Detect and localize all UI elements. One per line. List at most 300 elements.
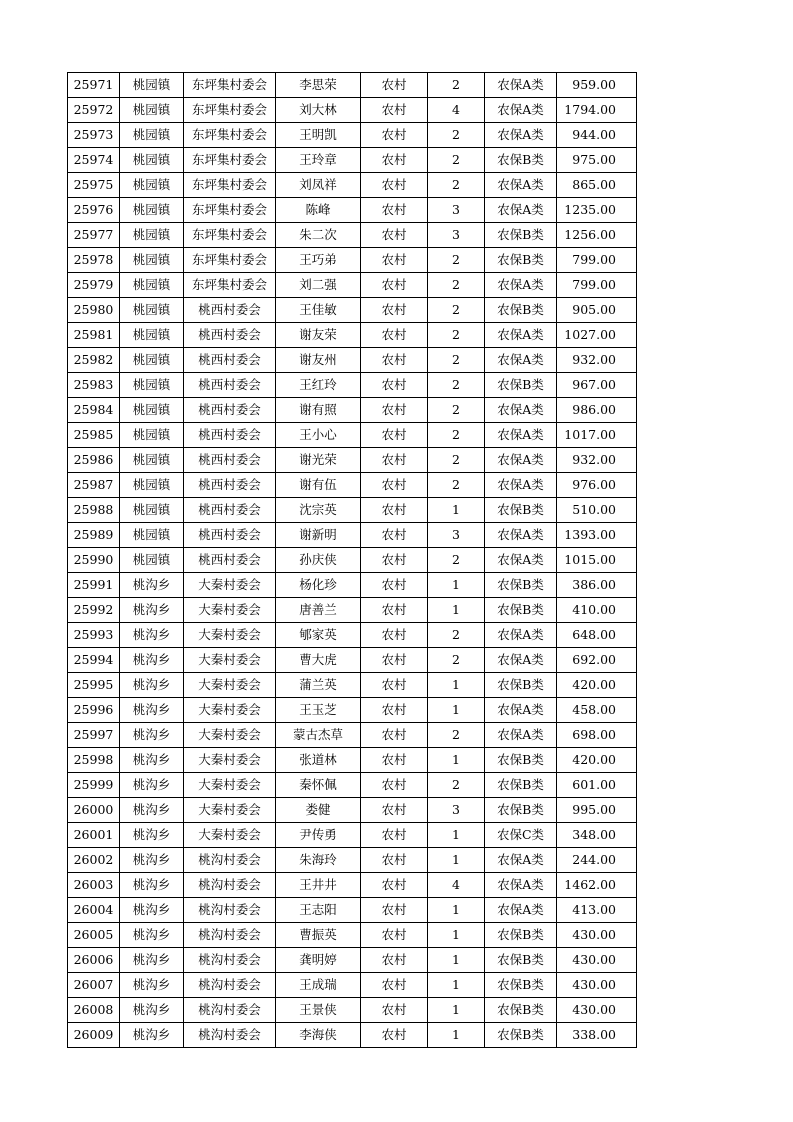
- area-type-cell: 农村: [361, 273, 428, 298]
- township-cell: 桃沟乡: [120, 773, 184, 798]
- township-cell: 桃园镇: [120, 448, 184, 473]
- table-row: [68, 698, 637, 723]
- amount-cell: 1027.00: [557, 323, 637, 348]
- row-id-cell: 26005: [68, 923, 120, 948]
- township-cell: 桃园镇: [120, 523, 184, 548]
- insurance-class-cell: 农保A类: [485, 348, 557, 373]
- amount-cell: 1462.00: [557, 873, 637, 898]
- amount-cell: 413.00: [557, 898, 637, 923]
- table-row: [68, 748, 637, 773]
- table-row: [68, 573, 637, 598]
- table-row: [68, 273, 637, 298]
- amount-cell: 976.00: [557, 473, 637, 498]
- row-id-cell: 25981: [68, 323, 120, 348]
- amount-cell: 648.00: [557, 623, 637, 648]
- area-type-cell: 农村: [361, 348, 428, 373]
- area-type-cell: 农村: [361, 473, 428, 498]
- insurance-class-cell: 农保A类: [485, 448, 557, 473]
- area-type-cell: 农村: [361, 673, 428, 698]
- area-type-cell: 农村: [361, 148, 428, 173]
- village-committee-cell: 东坪集村委会: [184, 148, 276, 173]
- amount-cell: 348.00: [557, 823, 637, 848]
- household-count-cell: 2: [428, 248, 485, 273]
- area-type-cell: 农村: [361, 598, 428, 623]
- insurance-class-cell: 农保B类: [485, 973, 557, 998]
- table-row: [68, 773, 637, 798]
- household-count-cell: 3: [428, 223, 485, 248]
- household-count-cell: 1: [428, 848, 485, 873]
- table-row: [68, 173, 637, 198]
- insurance-class-cell: 农保A类: [485, 273, 557, 298]
- village-committee-cell: 桃西村委会: [184, 298, 276, 323]
- area-type-cell: 农村: [361, 398, 428, 423]
- village-committee-cell: 大秦村委会: [184, 648, 276, 673]
- insurance-class-cell: 农保A类: [485, 473, 557, 498]
- amount-cell: 601.00: [557, 773, 637, 798]
- amount-cell: 799.00: [557, 248, 637, 273]
- insurance-class-cell: 农保B类: [485, 948, 557, 973]
- area-type-cell: 农村: [361, 523, 428, 548]
- village-committee-cell: 桃西村委会: [184, 448, 276, 473]
- household-count-cell: 2: [428, 123, 485, 148]
- row-id-cell: 26001: [68, 823, 120, 848]
- township-cell: 桃园镇: [120, 73, 184, 98]
- person-name-cell: 杨化珍: [276, 573, 361, 598]
- person-name-cell: 谢新明: [276, 523, 361, 548]
- township-cell: 桃园镇: [120, 348, 184, 373]
- row-id-cell: 25978: [68, 248, 120, 273]
- amount-cell: 338.00: [557, 1023, 637, 1048]
- household-count-cell: 1: [428, 898, 485, 923]
- township-cell: 桃沟乡: [120, 598, 184, 623]
- area-type-cell: 农村: [361, 498, 428, 523]
- household-count-cell: 2: [428, 773, 485, 798]
- township-cell: 桃园镇: [120, 473, 184, 498]
- household-count-cell: 1: [428, 923, 485, 948]
- township-cell: 桃园镇: [120, 423, 184, 448]
- row-id-cell: 25993: [68, 623, 120, 648]
- table-row: [68, 148, 637, 173]
- village-committee-cell: 东坪集村委会: [184, 248, 276, 273]
- township-cell: 桃沟乡: [120, 573, 184, 598]
- table-row: [68, 73, 637, 98]
- table-row: [68, 198, 637, 223]
- household-count-cell: 2: [428, 323, 485, 348]
- household-count-cell: 1: [428, 823, 485, 848]
- insurance-class-cell: 农保B类: [485, 223, 557, 248]
- row-id-cell: 25971: [68, 73, 120, 98]
- row-id-cell: 25999: [68, 773, 120, 798]
- household-count-cell: 3: [428, 523, 485, 548]
- amount-cell: 244.00: [557, 848, 637, 873]
- row-id-cell: 25972: [68, 98, 120, 123]
- insurance-class-cell: 农保B类: [485, 673, 557, 698]
- township-cell: 桃园镇: [120, 498, 184, 523]
- person-name-cell: 谢有伍: [276, 473, 361, 498]
- data-table: [67, 72, 637, 1048]
- area-type-cell: 农村: [361, 373, 428, 398]
- village-committee-cell: 桃西村委会: [184, 323, 276, 348]
- area-type-cell: 农村: [361, 223, 428, 248]
- village-committee-cell: 大秦村委会: [184, 723, 276, 748]
- row-id-cell: 25995: [68, 673, 120, 698]
- table-row: [68, 98, 637, 123]
- insurance-class-cell: 农保A类: [485, 623, 557, 648]
- insurance-class-cell: 农保B类: [485, 798, 557, 823]
- area-type-cell: 农村: [361, 1023, 428, 1048]
- township-cell: 桃沟乡: [120, 673, 184, 698]
- amount-cell: 944.00: [557, 123, 637, 148]
- township-cell: 桃园镇: [120, 123, 184, 148]
- area-type-cell: 农村: [361, 998, 428, 1023]
- insurance-class-cell: 农保B类: [485, 298, 557, 323]
- insurance-class-cell: 农保B类: [485, 773, 557, 798]
- household-count-cell: 2: [428, 398, 485, 423]
- row-id-cell: 26009: [68, 1023, 120, 1048]
- person-name-cell: 王成瑞: [276, 973, 361, 998]
- area-type-cell: 农村: [361, 248, 428, 273]
- person-name-cell: 蒙古杰草: [276, 723, 361, 748]
- amount-cell: 959.00: [557, 73, 637, 98]
- area-type-cell: 农村: [361, 623, 428, 648]
- area-type-cell: 农村: [361, 848, 428, 873]
- amount-cell: 967.00: [557, 373, 637, 398]
- township-cell: 桃园镇: [120, 148, 184, 173]
- area-type-cell: 农村: [361, 573, 428, 598]
- insurance-class-cell: 农保B类: [485, 598, 557, 623]
- area-type-cell: 农村: [361, 298, 428, 323]
- person-name-cell: 唐善兰: [276, 598, 361, 623]
- table-row: [68, 448, 637, 473]
- row-id-cell: 25986: [68, 448, 120, 473]
- row-id-cell: 26006: [68, 948, 120, 973]
- person-name-cell: 秦怀佩: [276, 773, 361, 798]
- village-committee-cell: 大秦村委会: [184, 698, 276, 723]
- person-name-cell: 王玉芝: [276, 698, 361, 723]
- village-committee-cell: 大秦村委会: [184, 673, 276, 698]
- township-cell: 桃沟乡: [120, 698, 184, 723]
- table-row: [68, 423, 637, 448]
- household-count-cell: 2: [428, 73, 485, 98]
- township-cell: 桃园镇: [120, 373, 184, 398]
- amount-cell: 932.00: [557, 348, 637, 373]
- person-name-cell: 陈峰: [276, 198, 361, 223]
- insurance-class-cell: 农保B类: [485, 923, 557, 948]
- village-committee-cell: 东坪集村委会: [184, 123, 276, 148]
- insurance-class-cell: 农保A类: [485, 548, 557, 573]
- row-id-cell: 25982: [68, 348, 120, 373]
- table-row: [68, 973, 637, 998]
- household-count-cell: 1: [428, 948, 485, 973]
- row-id-cell: 25992: [68, 598, 120, 623]
- area-type-cell: 农村: [361, 73, 428, 98]
- table-row: [68, 923, 637, 948]
- township-cell: 桃沟乡: [120, 948, 184, 973]
- village-committee-cell: 桃沟村委会: [184, 1023, 276, 1048]
- village-committee-cell: 大秦村委会: [184, 823, 276, 848]
- row-id-cell: 25984: [68, 398, 120, 423]
- township-cell: 桃沟乡: [120, 823, 184, 848]
- area-type-cell: 农村: [361, 773, 428, 798]
- insurance-class-cell: 农保B类: [485, 498, 557, 523]
- table-row: [68, 523, 637, 548]
- village-committee-cell: 桃西村委会: [184, 373, 276, 398]
- table-row: [68, 623, 637, 648]
- household-count-cell: 4: [428, 98, 485, 123]
- insurance-class-cell: 农保A类: [485, 723, 557, 748]
- village-committee-cell: 大秦村委会: [184, 623, 276, 648]
- insurance-class-cell: 农保B类: [485, 148, 557, 173]
- person-name-cell: 朱二次: [276, 223, 361, 248]
- area-type-cell: 农村: [361, 448, 428, 473]
- person-name-cell: 刘大林: [276, 98, 361, 123]
- row-id-cell: 25973: [68, 123, 120, 148]
- village-committee-cell: 大秦村委会: [184, 773, 276, 798]
- amount-cell: 510.00: [557, 498, 637, 523]
- amount-cell: 975.00: [557, 148, 637, 173]
- table-row: [68, 898, 637, 923]
- person-name-cell: 孙庆侠: [276, 548, 361, 573]
- row-id-cell: 25987: [68, 473, 120, 498]
- insurance-class-cell: 农保B类: [485, 998, 557, 1023]
- village-committee-cell: 桃沟村委会: [184, 848, 276, 873]
- township-cell: 桃园镇: [120, 323, 184, 348]
- row-id-cell: 25996: [68, 698, 120, 723]
- table-row: [68, 298, 637, 323]
- area-type-cell: 农村: [361, 123, 428, 148]
- area-type-cell: 农村: [361, 698, 428, 723]
- table-row: [68, 123, 637, 148]
- township-cell: 桃沟乡: [120, 648, 184, 673]
- amount-cell: 458.00: [557, 698, 637, 723]
- household-count-cell: 4: [428, 873, 485, 898]
- table-row: [68, 373, 637, 398]
- township-cell: 桃园镇: [120, 298, 184, 323]
- insurance-class-cell: 农保A类: [485, 873, 557, 898]
- amount-cell: 1256.00: [557, 223, 637, 248]
- household-count-cell: 2: [428, 423, 485, 448]
- person-name-cell: 王巧弟: [276, 248, 361, 273]
- household-count-cell: 2: [428, 648, 485, 673]
- village-committee-cell: 东坪集村委会: [184, 273, 276, 298]
- person-name-cell: 谢光荣: [276, 448, 361, 473]
- village-committee-cell: 大秦村委会: [184, 798, 276, 823]
- area-type-cell: 农村: [361, 98, 428, 123]
- insurance-class-cell: 农保A类: [485, 73, 557, 98]
- table-row: [68, 598, 637, 623]
- amount-cell: 799.00: [557, 273, 637, 298]
- amount-cell: 1015.00: [557, 548, 637, 573]
- amount-cell: 865.00: [557, 173, 637, 198]
- amount-cell: 986.00: [557, 398, 637, 423]
- row-id-cell: 26002: [68, 848, 120, 873]
- household-count-cell: 2: [428, 473, 485, 498]
- row-id-cell: 25976: [68, 198, 120, 223]
- insurance-class-cell: 农保A类: [485, 523, 557, 548]
- township-cell: 桃沟乡: [120, 623, 184, 648]
- village-committee-cell: 东坪集村委会: [184, 73, 276, 98]
- person-name-cell: 谢有照: [276, 398, 361, 423]
- row-id-cell: 26004: [68, 898, 120, 923]
- household-count-cell: 1: [428, 998, 485, 1023]
- person-name-cell: 朱海玲: [276, 848, 361, 873]
- area-type-cell: 农村: [361, 873, 428, 898]
- village-committee-cell: 桃沟村委会: [184, 898, 276, 923]
- household-count-cell: 2: [428, 723, 485, 748]
- amount-cell: 995.00: [557, 798, 637, 823]
- amount-cell: 698.00: [557, 723, 637, 748]
- village-committee-cell: 东坪集村委会: [184, 98, 276, 123]
- area-type-cell: 农村: [361, 173, 428, 198]
- row-id-cell: 25990: [68, 548, 120, 573]
- village-committee-cell: 东坪集村委会: [184, 173, 276, 198]
- area-type-cell: 农村: [361, 923, 428, 948]
- household-count-cell: 2: [428, 148, 485, 173]
- village-committee-cell: 东坪集村委会: [184, 198, 276, 223]
- household-count-cell: 2: [428, 623, 485, 648]
- table-row: [68, 873, 637, 898]
- row-id-cell: 25998: [68, 748, 120, 773]
- township-cell: 桃沟乡: [120, 748, 184, 773]
- table-row: [68, 1023, 637, 1048]
- row-id-cell: 25991: [68, 573, 120, 598]
- insurance-class-cell: 农保A类: [485, 173, 557, 198]
- table-body: [68, 73, 637, 1048]
- village-committee-cell: 桃沟村委会: [184, 948, 276, 973]
- area-type-cell: 农村: [361, 823, 428, 848]
- insurance-class-cell: 农保A类: [485, 898, 557, 923]
- insurance-class-cell: 农保B类: [485, 748, 557, 773]
- table-row: [68, 548, 637, 573]
- township-cell: 桃沟乡: [120, 923, 184, 948]
- row-id-cell: 25980: [68, 298, 120, 323]
- row-id-cell: 25989: [68, 523, 120, 548]
- household-count-cell: 1: [428, 498, 485, 523]
- person-name-cell: 张道林: [276, 748, 361, 773]
- person-name-cell: 王井井: [276, 873, 361, 898]
- person-name-cell: 王景侠: [276, 998, 361, 1023]
- township-cell: 桃沟乡: [120, 898, 184, 923]
- household-count-cell: 1: [428, 973, 485, 998]
- household-count-cell: 1: [428, 748, 485, 773]
- village-committee-cell: 桃西村委会: [184, 423, 276, 448]
- row-id-cell: 26003: [68, 873, 120, 898]
- person-name-cell: 龚明婷: [276, 948, 361, 973]
- amount-cell: 692.00: [557, 648, 637, 673]
- person-name-cell: 王志阳: [276, 898, 361, 923]
- row-id-cell: 25988: [68, 498, 120, 523]
- household-count-cell: 1: [428, 1023, 485, 1048]
- person-name-cell: 李思荣: [276, 73, 361, 98]
- row-id-cell: 25983: [68, 373, 120, 398]
- row-id-cell: 25977: [68, 223, 120, 248]
- household-count-cell: 1: [428, 598, 485, 623]
- table-row: [68, 673, 637, 698]
- person-name-cell: 李海侠: [276, 1023, 361, 1048]
- person-name-cell: 王佳敏: [276, 298, 361, 323]
- area-type-cell: 农村: [361, 423, 428, 448]
- village-committee-cell: 桃西村委会: [184, 548, 276, 573]
- amount-cell: 1794.00: [557, 98, 637, 123]
- amount-cell: 430.00: [557, 973, 637, 998]
- row-id-cell: 26007: [68, 973, 120, 998]
- table-row: [68, 998, 637, 1023]
- township-cell: 桃园镇: [120, 223, 184, 248]
- township-cell: 桃沟乡: [120, 873, 184, 898]
- table-row: [68, 798, 637, 823]
- insurance-class-cell: 农保B类: [485, 573, 557, 598]
- township-cell: 桃园镇: [120, 173, 184, 198]
- insurance-class-cell: 农保C类: [485, 823, 557, 848]
- household-count-cell: 3: [428, 798, 485, 823]
- insurance-class-cell: 农保A类: [485, 198, 557, 223]
- insurance-class-cell: 农保A类: [485, 698, 557, 723]
- township-cell: 桃园镇: [120, 98, 184, 123]
- table-row: [68, 848, 637, 873]
- insurance-class-cell: 农保B类: [485, 248, 557, 273]
- row-id-cell: 25985: [68, 423, 120, 448]
- township-cell: 桃园镇: [120, 273, 184, 298]
- village-committee-cell: 大秦村委会: [184, 598, 276, 623]
- person-name-cell: 谢友州: [276, 348, 361, 373]
- village-committee-cell: 桃沟村委会: [184, 873, 276, 898]
- amount-cell: 1235.00: [557, 198, 637, 223]
- row-id-cell: 25979: [68, 273, 120, 298]
- household-count-cell: 2: [428, 348, 485, 373]
- amount-cell: 420.00: [557, 673, 637, 698]
- person-name-cell: 蒲兰英: [276, 673, 361, 698]
- village-committee-cell: 大秦村委会: [184, 573, 276, 598]
- amount-cell: 1017.00: [557, 423, 637, 448]
- area-type-cell: 农村: [361, 323, 428, 348]
- row-id-cell: 26000: [68, 798, 120, 823]
- township-cell: 桃沟乡: [120, 973, 184, 998]
- insurance-class-cell: 农保B类: [485, 1023, 557, 1048]
- amount-cell: 1393.00: [557, 523, 637, 548]
- row-id-cell: 26008: [68, 998, 120, 1023]
- table-row: [68, 948, 637, 973]
- table-row: [68, 223, 637, 248]
- area-type-cell: 农村: [361, 948, 428, 973]
- area-type-cell: 农村: [361, 548, 428, 573]
- area-type-cell: 农村: [361, 798, 428, 823]
- person-name-cell: 曹振英: [276, 923, 361, 948]
- table-row: [68, 648, 637, 673]
- insurance-class-cell: 农保A类: [485, 323, 557, 348]
- insurance-class-cell: 农保A类: [485, 848, 557, 873]
- household-count-cell: 3: [428, 198, 485, 223]
- area-type-cell: 农村: [361, 198, 428, 223]
- table-row: [68, 498, 637, 523]
- township-cell: 桃沟乡: [120, 723, 184, 748]
- area-type-cell: 农村: [361, 723, 428, 748]
- township-cell: 桃园镇: [120, 398, 184, 423]
- insurance-class-cell: 农保A类: [485, 98, 557, 123]
- insurance-class-cell: 农保A类: [485, 123, 557, 148]
- township-cell: 桃园镇: [120, 548, 184, 573]
- person-name-cell: 谢友荣: [276, 323, 361, 348]
- area-type-cell: 农村: [361, 648, 428, 673]
- table-row: [68, 823, 637, 848]
- person-name-cell: 王玲章: [276, 148, 361, 173]
- area-type-cell: 农村: [361, 748, 428, 773]
- insurance-class-cell: 农保A类: [485, 423, 557, 448]
- township-cell: 桃沟乡: [120, 1023, 184, 1048]
- village-committee-cell: 大秦村委会: [184, 748, 276, 773]
- person-name-cell: 尹传勇: [276, 823, 361, 848]
- township-cell: 桃沟乡: [120, 998, 184, 1023]
- person-name-cell: 郇家英: [276, 623, 361, 648]
